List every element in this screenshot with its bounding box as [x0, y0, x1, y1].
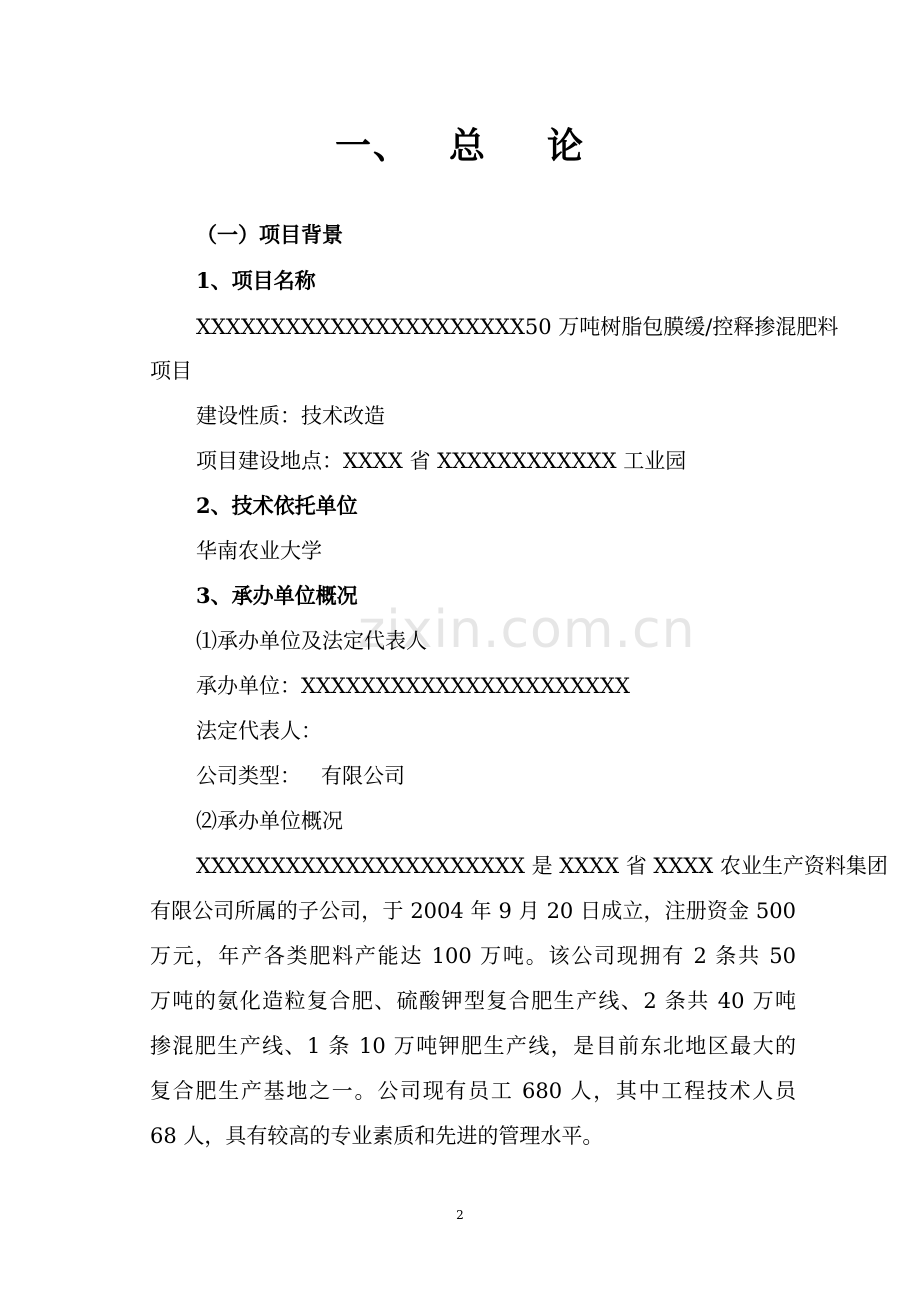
legal-representative: 法定代表人： — [196, 719, 322, 743]
overview-paragraph-line-1: XXXXXXXXXXXXXXXXXXXXXX 是 XXXX 省 XXXX 农业生产资料集团 — [196, 854, 888, 878]
construction-nature: 建设性质：技术改造 — [196, 404, 385, 428]
construction-location: 项目建设地点：XXXX 省 XXXXXXXXXXXX 工业园 — [196, 449, 687, 473]
overview-paragraph-line-4: 万吨的氨化造粒复合肥、硫酸钾型复合肥生产线、2 条共 40 万吨 — [150, 989, 796, 1013]
subheading-tech-support: 2、技术依托单位 — [196, 493, 358, 518]
item-undertaker-and-rep: ⑴承办单位及法定代表人 — [196, 629, 427, 653]
chapter-title — [0, 118, 920, 169]
page-number: 2 — [456, 1208, 464, 1222]
chapter-title-char-2: 论 — [547, 125, 586, 167]
subheading-project-name: 1、项目名称 — [196, 268, 316, 293]
overview-paragraph-line-7: 68 人，具有较高的专业素质和先进的管理水平。 — [150, 1124, 604, 1148]
chapter-title-number: 一、 — [334, 125, 411, 167]
overview-paragraph-line-3: 万元，年产各类肥料产能达 100 万吨。该公司现拥有 2 条共 50 — [150, 944, 796, 968]
watermark: zixin.com.cn — [358, 600, 696, 660]
project-name-text: XXXXXXXXXXXXXXXXXXXXXX50 万吨树脂包膜缓/控释掺混肥料 — [196, 315, 839, 339]
undertaker-unit: 承办单位：XXXXXXXXXXXXXXXXXXXXXX — [196, 674, 630, 698]
tech-support-unit: 华南农业大学 — [196, 539, 322, 563]
chapter-title-char-1: 总 — [448, 125, 487, 167]
overview-paragraph-line-5: 掺混肥生产线、1 条 10 万吨钾肥生产线，是目前东北地区最大的 — [150, 1034, 796, 1058]
project-name-text-cont: 项目 — [150, 359, 192, 383]
overview-paragraph-line-6: 复合肥生产基地之一。公司现有员工 680 人，其中工程技术人员 — [150, 1079, 796, 1103]
item-undertaker-overview: ⑵承办单位概况 — [196, 809, 343, 833]
company-type: 公司类型： 有限公司 — [196, 764, 406, 788]
subheading-undertaker-overview: 3、承办单位概况 — [196, 583, 358, 608]
overview-paragraph-line-2: 有限公司所属的子公司，于 2004 年 9 月 20 日成立，注册资金 500 — [150, 899, 796, 923]
section-heading-background: （一）项目背景 — [196, 222, 343, 247]
